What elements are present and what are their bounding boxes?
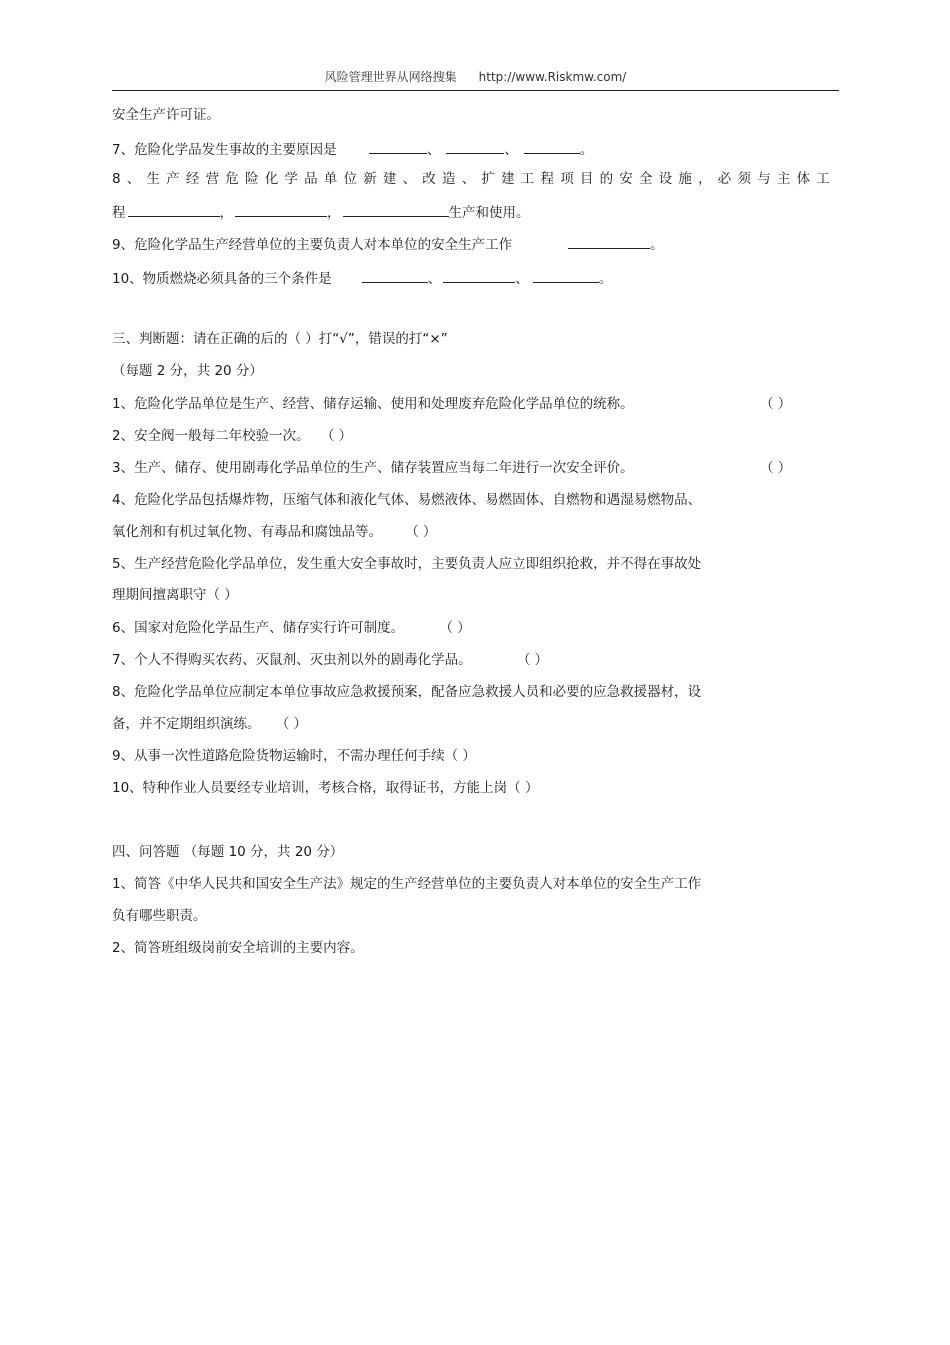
sep: 、 (504, 142, 518, 158)
judge-title: 三、判断题：请在正确的后的（ ）打“√”，错误的打“×” (112, 331, 448, 347)
page-header (112, 66, 839, 91)
judge-q1: 1、危险化学品单位是生产、经营、储存运输、使用和处理废弃危险化学品单位的统称。 (112, 396, 634, 412)
fill-q9-text: 9、危险化学品生产经营单位的主要负责人对本单位的安全生产工作 (112, 237, 513, 253)
fill-q8-line1: 8、生产经营危险化学品单位新建、改造、扩建工程项目的安全设施，必须与主体工 (112, 171, 836, 187)
fill-q7-text: 7、危险化学品发生事故的主要原因是 (112, 142, 337, 158)
judge-q6-text: 6、国家对危险化学品生产、储存实行许可制度。 (112, 620, 405, 636)
fill-q8-end: 生产和使用。 (448, 205, 530, 221)
judge-q7 (112, 651, 548, 669)
judge-q6 (112, 619, 471, 637)
judge-q5-line2: 理期间擅离职守（ ） (112, 587, 238, 603)
blank[interactable] (235, 202, 327, 217)
judge-q8-text: 备，并不定期组织演练。 (112, 716, 261, 732)
qa-q1-line1: 1、简答《中华人民共和国安全生产法》规定的生产经营单位的主要负责人对本单位的安全生产工作 (112, 876, 702, 892)
qa-q1-line2: 负有哪些职责。 (112, 908, 207, 924)
judge-q1-paren[interactable]: （ ） (760, 396, 792, 412)
fill-q10 (112, 268, 612, 288)
judge-score: （每题 2 分，共 20 分） (112, 363, 263, 379)
blank[interactable] (443, 268, 515, 283)
fill-q7 (112, 139, 593, 159)
sep: 。 (650, 237, 664, 253)
sep: 、 (426, 142, 441, 158)
judge-q8-paren[interactable]: （ ） (282, 716, 308, 732)
blank[interactable] (362, 268, 428, 283)
judge-q2-paren[interactable]: （ ） (327, 428, 353, 444)
judge-q6-paren[interactable]: （ ） (446, 620, 471, 636)
blank[interactable] (533, 268, 599, 283)
fill-q8-prefix: 程 (112, 205, 126, 221)
judge-q10: 10、特种作业人员要经专业培训，考核合格，取得证书，方能上岗（ ） (112, 780, 539, 796)
header-url: http://www.Riskmw.com/ (478, 70, 627, 84)
judge-q9: 9、从事一次性道路危险货物运输时，不需办理任何手续（ ） (112, 748, 476, 764)
sep: 、 (427, 271, 442, 287)
fill-q10-text: 10、物质燃烧必须具备的三个条件是 (112, 271, 332, 287)
blank[interactable] (343, 202, 449, 217)
judge-q5-line1: 5、生产经营危险化学品单位，发生重大安全事故时，主要负责人应立即组织抢救，并不得在事故处 (112, 556, 702, 572)
sep: 、 (515, 271, 529, 287)
fill-q8-line2 (112, 202, 530, 222)
judge-q4-paren[interactable]: （ ） (412, 524, 437, 540)
blank[interactable] (524, 139, 580, 154)
judge-q8-line2 (112, 715, 307, 733)
header-site: 风险管理世界从网络搜集 (324, 70, 457, 84)
fill-q9 (112, 234, 664, 254)
judge-q7-paren[interactable]: （ ） (523, 652, 549, 668)
judge-q3-paren[interactable]: （ ） (760, 460, 792, 476)
judge-q4-line1: 4、危险化学品包括爆炸物，压缩气体和液化气体、易燃液体、易燃固体、自燃物和遇湿易燃物品、 (112, 492, 702, 508)
judge-q4-text: 氧化剂和有机过氧化物、有毒品和腐蚀品等。 (112, 524, 382, 540)
sep: ， (327, 205, 341, 221)
judge-q4-line2 (112, 523, 437, 541)
qa-q2: 2、简答班组级岗前安全培训的主要内容。 (112, 940, 364, 956)
sep: ， (219, 205, 233, 221)
judge-q3: 3、生产、储存、使用剧毒化学品单位的生产、储存装置应当每二年进行一次安全评价。 (112, 460, 634, 476)
blank[interactable] (369, 139, 427, 154)
blank[interactable] (446, 139, 504, 154)
judge-q7-text: 7、个人不得购买农药、灭鼠剂、灭虫剂以外的剧毒化学品。 (112, 652, 472, 668)
judge-q2-text: 2、安全阀一般每二年校验一次。 (112, 428, 310, 444)
sep: 。 (598, 271, 613, 287)
qa-title: 四、问答题 （每题 10 分，共 20 分） (112, 844, 344, 860)
judge-q2 (112, 427, 352, 445)
sep: 。 (579, 142, 594, 158)
judge-q8-line1: 8、危险化学品单位应制定本单位事故应急救援预案，配备应急救援人员和必要的应急救援器材，设 (112, 684, 702, 700)
blank[interactable] (128, 202, 220, 217)
blank[interactable] (568, 234, 650, 249)
cont-line: 安全生产许可证。 (112, 107, 220, 123)
